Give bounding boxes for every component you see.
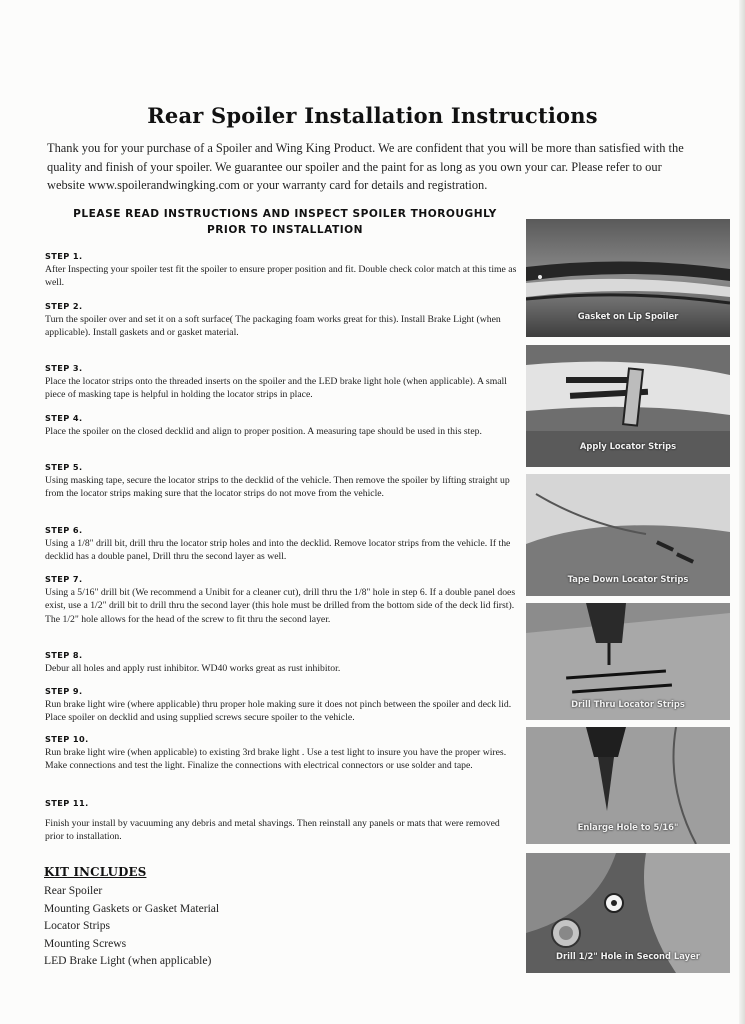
step-11 <box>45 798 520 844</box>
kit-list <box>44 882 219 970</box>
step-text: Place the spoiler on the closed decklid and align to proper position. A measuring tape should be used in this step. <box>45 426 482 437</box>
step-label: STEP 6. <box>45 525 83 535</box>
step-label: STEP 4. <box>45 413 83 423</box>
photo-second-layer <box>526 853 730 973</box>
step-text: Debur all holes and apply rust inhibitor. WD40 works great as rust inhibitor. <box>45 663 341 674</box>
step-label: STEP 2. <box>45 301 83 311</box>
step-3 <box>45 363 520 402</box>
kit-item: Rear Spoiler <box>44 884 103 897</box>
photo-caption: Apply Locator Strips <box>579 441 677 451</box>
intro-paragraph: Thank you for your purchase of a Spoiler and Wing King Product. We are confident that you will be more than satisfied with the quality and finish of your spoiler. We guarantee our spoiler and the paint for as long as you own your car. Please refer to our website www.spoilerandwingking.com or your warranty card for details and registration. <box>47 141 684 192</box>
step-label: STEP 3. <box>45 363 83 373</box>
step-text: Using masking tape, secure the locator strips to the decklid of the vehicle. Then remove the spoiler by lifting straight up from the locator strips making sure that the locator strips do not move from the vehicle. <box>45 475 510 500</box>
photo-caption: Drill 1/2" Hole in Second Layer <box>556 951 700 961</box>
step-5 <box>45 462 520 501</box>
kit-item: Mounting Screws <box>44 936 127 950</box>
step-label: STEP 7. <box>45 574 83 584</box>
photo-caption: Enlarge Hole to 5/16" <box>577 822 679 832</box>
photo-locator-strips <box>526 345 730 467</box>
step-text: Using a 5/16" drill bit (We recommend a Unibit for a cleaner cut), drill thru the 1/8" hole in step 6. If a double panel does exist, use a 1/2" drill bit to drill thru the second layer (this hole must be drilled from the bottom side of the deck lid first). The 1/2" hole allows for the head of the screw to fit thru the second layer. <box>45 587 516 625</box>
step-label: STEP 9. <box>45 686 83 696</box>
step-label: STEP 1. <box>45 251 83 261</box>
kit-item: Locator Strips <box>44 919 111 932</box>
photo-tape-down <box>526 474 730 596</box>
step-text: Run brake light wire (when applicable) to existing 3rd brake light . Use a test light to insure you have the proper wires. Make connections and test the light. Finalize the connections with electrical connectors or use solder and tape. <box>45 747 507 772</box>
step-label: STEP 5. <box>45 462 83 472</box>
step-2 <box>45 301 520 340</box>
photo-caption: Drill Thru Locator Strips <box>571 699 685 709</box>
step-4 <box>45 413 520 438</box>
step-label: STEP 10. <box>45 734 89 744</box>
photo-drill-thru <box>526 603 730 720</box>
warning-line-2: PRIOR TO INSTALLATION <box>206 223 364 236</box>
step-text: After Inspecting your spoiler test fit the spoiler to ensure proper position and fit. Double check color match at this time as well. <box>45 264 517 289</box>
photo-enlarge-hole <box>526 727 730 844</box>
step-9 <box>45 686 520 725</box>
step-6 <box>45 525 520 564</box>
kit-item: Mounting Gaskets or Gasket Material <box>44 901 220 915</box>
step-1 <box>45 251 520 290</box>
step-text: Turn the spoiler over and set it on a soft surface( The packaging foam works great for this). Install Brake Light (when applicable). Install gaskets and or gasket material. <box>45 314 501 339</box>
photo-caption: Gasket on Lip Spoiler <box>577 311 679 321</box>
step-text: Run brake light wire (where applicable) thru proper hole making sure it does not pinch between the spoiler and deck lid. Place spoiler on decklid and using supplied screws secure spoiler to the vehicle. <box>45 699 512 724</box>
warning-line-1: PLEASE READ INSTRUCTIONS AND INSPECT SPOILER THOROUGHLY <box>73 208 497 220</box>
photo-gasket <box>526 219 730 337</box>
step-10 <box>45 734 520 773</box>
step-text: Finish your install by vacuuming any debris and metal shavings. Then reinstall any panels or mats that were removed prior to installation. <box>45 818 500 843</box>
step-label: STEP 11. <box>45 798 89 808</box>
photo-caption: Tape Down Locator Strips <box>567 574 689 584</box>
step-text: Using a 1/8" drill bit, drill thru the locator strip holes and into the decklid. Remove locator strips from the vehicle. If the decklid has a double panel, Drill thru the second layer as well. <box>45 538 511 563</box>
kit-heading: KIT INCLUDES <box>44 865 147 879</box>
step-7 <box>45 574 520 626</box>
step-8 <box>45 650 520 675</box>
page-edge-shadow <box>739 0 745 1024</box>
step-text: Place the locator strips onto the threaded inserts on the spoiler and the LED brake light hole (when applicable). A small piece of masking tape is helpful in holding the locator strips in place. <box>45 376 507 401</box>
step-label: STEP 8. <box>45 650 83 660</box>
warning-heading <box>45 207 525 238</box>
kit-item: LED Brake Light (when applicable) <box>44 954 212 967</box>
page-title: Rear Spoiler Installation Instructions <box>147 103 598 128</box>
